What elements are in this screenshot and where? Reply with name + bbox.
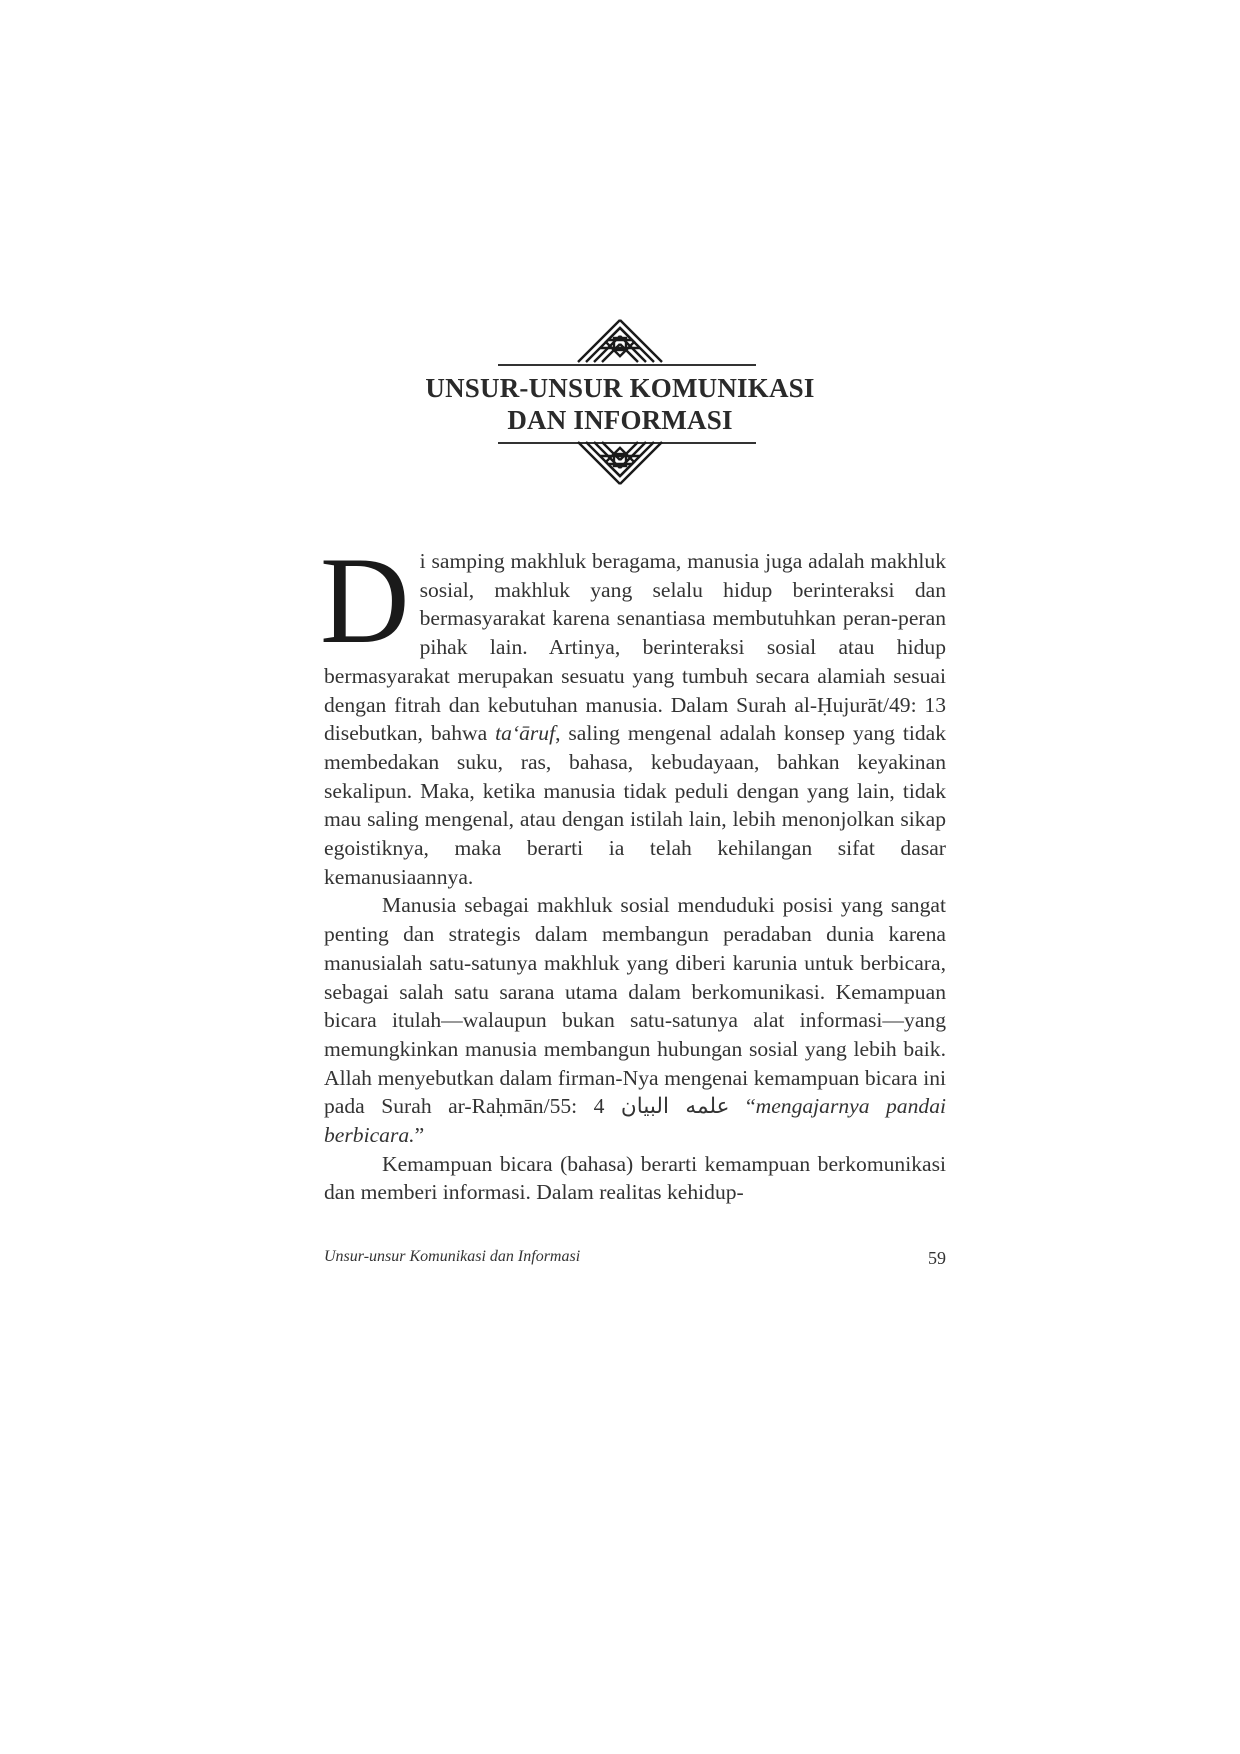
paragraph-2 bbox=[324, 891, 946, 1149]
running-title: Unsur-unsur Komunikasi dan Informasi bbox=[324, 1248, 581, 1265]
term-taaruf: ta‘āruf bbox=[495, 721, 556, 746]
page-footer bbox=[324, 1248, 946, 1269]
paragraph-1-text-a: i samping makhluk beragama, manusia juga adalah makhluk sosial, makhluk yang selalu hidup berinteraksi dan bermasyarakat karena senantiasa membutuhkan peran-peran pihak lain. Artinya, berinteraksi sosial atau hidup bermasyarakat merupakan sesuatu yang tumbuh secara alamiah sesuai dengan fitrah dan kebutuhan manusia. Dalam Surah al-Ḥujurāt/49: 13 disebutkan, bahwa bbox=[324, 549, 946, 746]
page-number: 59 bbox=[928, 1248, 946, 1268]
ornament-bottom bbox=[0, 440, 1240, 486]
quote-open: “ bbox=[729, 1094, 756, 1119]
geometric-ornament-icon bbox=[570, 440, 670, 486]
arabic-verse: علمه البيان bbox=[620, 1094, 730, 1119]
paragraph-2-text: Manusia sebagai makhluk sosial menduduki posisi yang sangat penting dan strategis dalam membangun peradaban dunia karena manusialah satu-satunya makhluk yang diberi karunia untuk berbicara, sebagai salah satu sarana utama dalam berkomunikasi. Kemampuan bicara itulah—walaupun bukan satu-satunya alat informasi—yang memungkinkan manusia membangun hubungan sosial yang lebih baik. Allah menyebutkan dalam firman-Nya mengenai kemampuan bicara ini pada Surah ar-Raḥmān/55: 4 bbox=[324, 893, 946, 1119]
chapter-body bbox=[320, 532, 947, 1207]
drop-cap: D bbox=[320, 532, 410, 669]
paragraph-1-text-b: , saling mengenal adalah konsep yang tidak membedakan suku, ras, bahasa, kebudayaan, bahkan keyakinan sekalipun. Maka, ketika manusia tidak peduli dengan yang lain, tidak mau saling mengenal, atau dengan istilah lain, lebih menonjolkan sikap egoistiknya, maka berarti ia telah kehilangan sifat dasar kemanusiaannya. bbox=[324, 721, 947, 889]
quote-close: ” bbox=[414, 1123, 425, 1148]
title-rule-top bbox=[498, 364, 756, 366]
paragraph-3: Kemampuan bicara (bahasa) berarti kemampuan berkomunikasi dan memberi informasi. Dalam realitas kehidup- bbox=[324, 1151, 946, 1205]
chapter-title-line-2: DAN INFORMASI bbox=[507, 405, 733, 435]
chapter-title-line-1: UNSUR-UNSUR KOMUNIKASI bbox=[425, 373, 815, 403]
geometric-ornament-icon bbox=[570, 318, 670, 364]
paragraph-1 bbox=[320, 532, 947, 891]
ornament-top bbox=[0, 318, 1240, 364]
verse-translation: mengajarnya pandai berbicara. bbox=[324, 1094, 946, 1148]
